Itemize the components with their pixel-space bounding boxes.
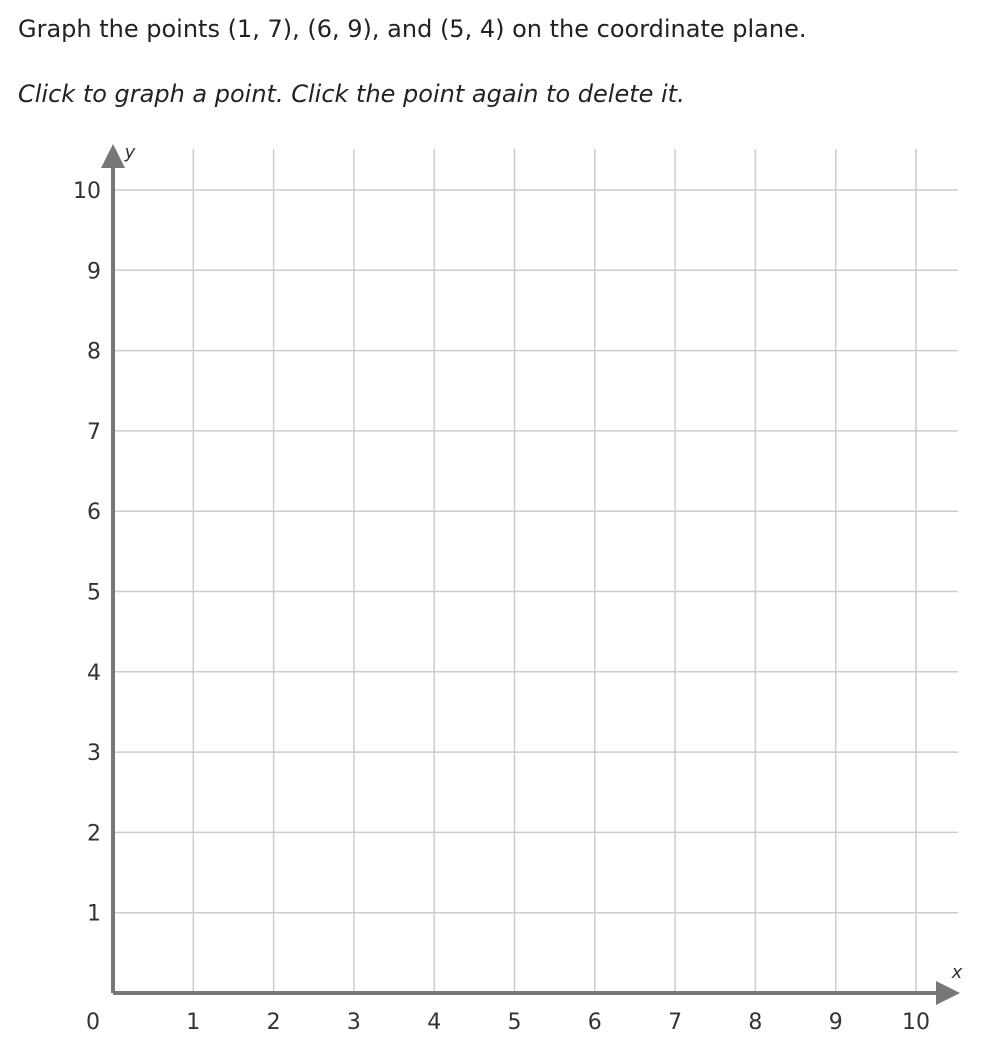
y-tick-label: 10 — [73, 179, 101, 204]
x-tick-label: 6 — [587, 1010, 602, 1035]
y-tick-label: 5 — [87, 580, 101, 606]
x-tick-label: 10 — [902, 1010, 930, 1035]
y-tick-label: 1 — [87, 901, 101, 927]
y-tick-label: 9 — [87, 259, 101, 285]
y-tick-label: 4 — [87, 660, 101, 686]
x-tick-label: 8 — [748, 1010, 763, 1035]
x-axis-label: x — [951, 962, 963, 983]
x-tick-label: 0 — [86, 1010, 100, 1035]
axes — [101, 144, 960, 1005]
y-tick-label: 6 — [87, 500, 101, 526]
y-axis-arrow-icon — [101, 144, 125, 168]
y-tick-label: 7 — [87, 419, 101, 445]
y-tick-label: 2 — [87, 821, 101, 847]
y-axis-label: y — [124, 142, 136, 163]
question-prompt: Graph the points (1, 7), (6, 9), and (5, 4) on the coordinate plane. — [18, 15, 807, 43]
x-tick-label: 5 — [507, 1010, 522, 1035]
x-tick-label: 7 — [668, 1010, 683, 1035]
tick-labels — [73, 142, 963, 1035]
x-tick-label: 3 — [346, 1010, 361, 1035]
x-tick-label: 1 — [186, 1010, 201, 1035]
y-tick-label: 3 — [87, 741, 101, 767]
y-tick-label: 8 — [87, 339, 101, 365]
x-axis-arrow-icon — [936, 981, 960, 1005]
x-tick-label: 9 — [828, 1010, 843, 1035]
x-tick-label: 4 — [427, 1010, 442, 1035]
grid — [113, 149, 958, 993]
x-tick-label: 2 — [266, 1010, 281, 1035]
instruction-text: Click to graph a point. Click the point again to delete it. — [18, 80, 685, 108]
